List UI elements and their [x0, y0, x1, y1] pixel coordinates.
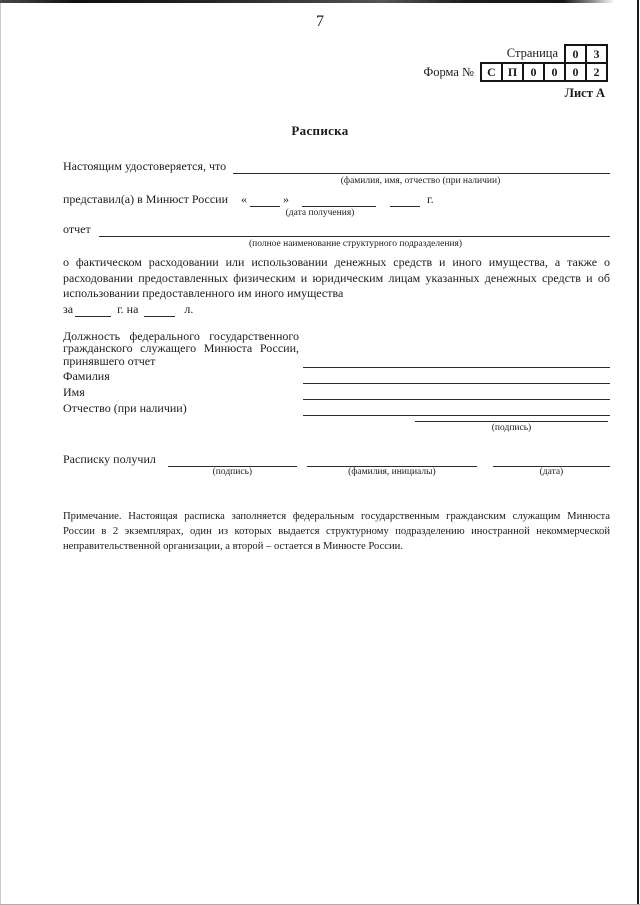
day-field — [250, 193, 280, 207]
page-code-cell: 0 — [565, 45, 586, 63]
sheets-count-field — [144, 303, 175, 317]
patronymic-label: Отчество (при наличии) — [63, 400, 187, 415]
receipt-date-field — [493, 453, 610, 467]
form-code-cell: С — [481, 63, 502, 81]
form-code-cell: 2 — [586, 63, 607, 81]
name-field — [303, 386, 610, 400]
receipt-signature-caption: (подпись) — [212, 466, 253, 477]
page-word-label: Страница — [506, 46, 558, 60]
date-caption: (дата получения) — [285, 208, 355, 218]
certify-label: Настоящим удостоверяется, что — [63, 159, 227, 173]
sheet-label: Лист А — [564, 86, 605, 100]
department-field — [99, 223, 610, 237]
form-code-cell: 0 — [565, 63, 586, 81]
department-caption: (полное наименование структурного подразделения) — [248, 239, 463, 249]
form-code-cell: 0 — [544, 63, 565, 81]
sheets-label: л. — [184, 301, 194, 316]
form-code-cell: 0 — [523, 63, 544, 81]
document-title: Расписка — [291, 123, 349, 138]
caption-spacer — [63, 176, 231, 187]
fio-field — [233, 160, 610, 174]
surname-field — [303, 370, 610, 384]
year-field — [390, 193, 420, 207]
form-number-block — [423, 44, 608, 101]
name-label: Имя — [63, 384, 85, 399]
fio-caption: (фамилия, имя, отчество (при наличии) — [340, 176, 501, 186]
form-word-label: Форма № — [423, 64, 474, 79]
note-paragraph: Примечание. Настоящая расписка заполняется федеральным государственным гражданским служащим Минюста России в 2 экземплярах, один из которых выдается структурному подразделению иностранной некоммерческой неправительственной организации, а второй – остается в Минюсте России. — [63, 510, 610, 552]
caption-spacer — [63, 208, 270, 219]
surname-label: Фамилия — [63, 368, 110, 383]
form-number-grid — [423, 44, 608, 101]
patronymic-field — [303, 402, 610, 416]
form-body — [63, 160, 610, 554]
form-code-cell: П — [502, 63, 523, 81]
period-year-field — [75, 303, 111, 317]
quote-open: « — [241, 192, 248, 206]
year-suffix: г. — [427, 192, 434, 206]
official-block — [63, 330, 610, 416]
receipt-name-caption: (фамилия, инициалы) — [348, 466, 436, 477]
position-field — [303, 354, 610, 368]
receipt-signature-field — [168, 453, 297, 467]
subject-paragraph: о фактическом расходовании или использовании денежных средств и иного имущества, а также о расходовании предоставленных физическим и юридическим лицам указанных денежных средств и об использовании предоставленного им иного имущества — [63, 255, 610, 301]
caption-spacer — [63, 239, 101, 250]
year-on-label: г. на — [117, 301, 139, 316]
signature-caption: (подпись) — [491, 422, 532, 433]
quote-close: » — [283, 192, 290, 206]
receipt-name-field — [307, 453, 477, 467]
signature-field — [415, 418, 608, 422]
receipt-row — [63, 453, 610, 478]
receipt-date-caption: (дата) — [539, 466, 564, 477]
month-field — [302, 193, 376, 207]
official-position-label: Должность федерального государственного гражданского служащего Минюста России, принявшего отчет — [63, 328, 299, 368]
page-code-cell: 3 — [586, 45, 607, 63]
page-number: 7 — [316, 13, 324, 30]
submitted-label: представил(а) в Минюст России — [63, 192, 229, 206]
received-label: Расписку получил — [63, 451, 156, 466]
for-label: за — [63, 301, 74, 316]
report-label: отчет — [63, 222, 91, 236]
scan-edge-top — [0, 0, 640, 3]
